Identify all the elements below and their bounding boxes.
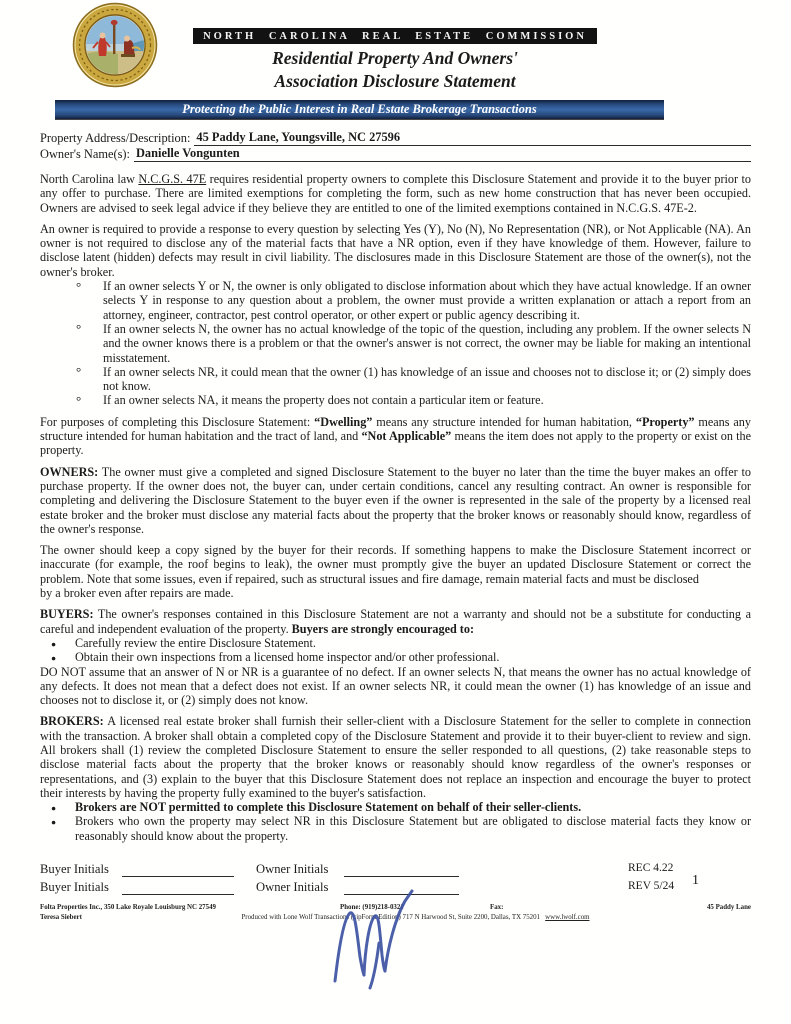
- intro-text-cont: requires residential property owners to complete this Disclosure Statement and provide it to the buyer prior to any offer to purchase. There are limited exemptions for completing the form, such as new home construction that has never been occupied. Owners are advised to seek legal advice if they believe they are entitled to one of the limited exemptions contained in N.C.G.S. 47E-2.: [40, 172, 751, 215]
- buyers-paragraph: [40, 607, 751, 636]
- brokers-text: A licensed real estate broker shall furnish their seller-client with a Disclosure Statement for the seller to complete in connection with the transaction. A broker shall obtain a completed copy of the Disclosure Statement and provide it to their buyer-client to review and sign. All brokers shall (1) review the completed Disclosure Statement to ensure the seller responded to all questions, (2) take reasonable steps to disclose material facts about the property that the broker knows or reasonably should know regardless of the owner's responses or representations, and (3) explain to the buyer that this Disclosure Statement does not replace an inspection and encourage the buyer to protect their interests by having the property fully examined to the buyer's satisfaction.: [40, 714, 751, 800]
- owner-name-label: Owner's Name(s):: [40, 147, 130, 161]
- definitions-text: means any structure intended for human habitation and the tract of land, and: [40, 414, 751, 444]
- rev-code: REV 5/24: [628, 880, 675, 893]
- header: [0, 0, 791, 122]
- buyers-heading: BUYERS:: [40, 607, 94, 622]
- form-revision-codes: [628, 859, 674, 895]
- buyer-initials-label: Buyer Initials: [40, 880, 109, 895]
- commission-name-bar: NORTH CAROLINA REAL ESTATE COMMISSION: [193, 28, 597, 44]
- list-item: ° If an owner selects NA, it means the property does not contain a particular item or feature.: [103, 393, 751, 407]
- intro-paragraph: [40, 172, 751, 215]
- brokerage-office-text: Folta Properties Inc., 350 Lake Royale Louisburg NC 27549: [40, 904, 216, 912]
- keep-copy-text: The owner should keep a copy signed by the buyer for their records. If something happens to make the Disclosure Statement incorrect or inaccurate (for example, the roof begins to leak), the owner must promptly give the buyer an updated Disclosure Statement or correct the problem. Note that some issues, even if repaired, such as structural issues and fire damage, remain material facts and must be disclosed: [40, 543, 751, 586]
- page-footer: [40, 903, 751, 922]
- definitions-text: means any structure intended for human habitation,: [372, 414, 636, 429]
- owner-name-value: Danielle Vongunten: [134, 146, 246, 162]
- list-item: ● Brokers are NOT permitted to complete this Disclosure Statement on behalf of their seller-clients.: [75, 800, 751, 814]
- brokers-list: [40, 800, 751, 843]
- document-reference-text: 45 Paddy Lane: [706, 904, 751, 912]
- buyer-initials-label: Buyer Initials: [40, 862, 109, 877]
- property-identification: [40, 131, 751, 162]
- zipform-credit-text: Produced with Lone Wolf Transactions (zipForm Edition) 717 N Harwood St, Suite 2200, Dallas, TX 75201: [241, 914, 540, 922]
- footer-spacer: [661, 913, 751, 922]
- response-paragraph: An owner is required to provide a response to every question by selecting Yes (Y), No (N), No Representation (NR), or Not Applicable (NA). An owner is not required to disclose any of the material facts that have a NR option, even if they have knowledge of them. However, failure to disclose latent (hidden) defects may result in civil liability. The disclosures made in this Disclosure Statement are those of the owner(s), not the owner's broker.: [40, 221, 751, 279]
- owner-initials-line[interactable]: [344, 861, 459, 877]
- north-carolina-state-seal-icon: [72, 2, 158, 88]
- buyers-list: [40, 636, 751, 665]
- tagline-banner: Protecting the Public Interest in Real Estate Brokerage Transactions: [55, 100, 664, 119]
- header-titles: [150, 26, 640, 93]
- list-item: ° If an owner selects NR, it could mean that the owner (1) has knowledge of an issue and chooses not to disclose it; or (2) simply does not know.: [103, 365, 751, 394]
- rec-code: REC 4.22: [628, 862, 674, 875]
- list-item: ● Obtain their own inspections from a licensed home inspector and/or other professional.: [75, 650, 751, 664]
- document-title: [150, 47, 640, 93]
- owners-text: The owner must give a completed and signed Disclosure Statement to the buyer no later than the time the buyer makes an offer to purchase property. If the owner does not, the buyer can, under certain conditions, cancel any resulting contract. An owner is responsible for completing and delivering the Disclosure Statement to the buyer even if the owner is represented in the sale of the property by a licensed real estate broker and the broker must disclose any material facts about the property that the broker knows or reasonably should know, regardless of the owner's response.: [40, 464, 751, 536]
- keep-copy-paragraph: [40, 543, 751, 600]
- list-item: ● Carefully review the entire Disclosure Statement.: [75, 636, 751, 650]
- owners-paragraph: [40, 465, 751, 536]
- term-property: “Property”: [635, 414, 695, 429]
- brokers-heading: BROKERS:: [40, 714, 104, 729]
- definitions-paragraph: [40, 415, 751, 458]
- property-address-row: [40, 131, 751, 146]
- term-not-applicable: “Not Applicable”: [361, 429, 452, 444]
- property-address-blank-line: [406, 131, 751, 146]
- owner-initials-line[interactable]: [344, 879, 459, 895]
- keep-copy-text-cont: by a broker even after repairs are made.: [40, 586, 234, 601]
- phone-text: Phone: (919)218-0321: [340, 904, 404, 912]
- document-title-line2: Association Disclosure Statement: [274, 70, 516, 91]
- buyer-initials-line[interactable]: [122, 879, 234, 895]
- do-not-assume-paragraph: DO NOT assume that an answer of N or NR is a guarantee of no defect. If an owner selects N, that means the owner has no actual knowledge of any defects. It does not mean that a defect does not exist. If an owner selects NR, it could mean the owner (1) has knowledge of an issue and chooses not to disclose it, or (2) simply does not know.: [40, 664, 751, 708]
- fax-text: Fax:: [490, 904, 504, 912]
- owner-name-blank-line: [246, 147, 751, 162]
- term-dwelling: “Dwelling”: [314, 414, 373, 429]
- response-options-list: [40, 279, 751, 408]
- footer-line2: [40, 913, 751, 922]
- property-address-label: Property Address/Description:: [40, 131, 191, 145]
- buyers-text: The owner's responses contained in this Disclosure Statement are not a warranty and should not be a substitute for conducting a careful and independent evaluation of the property.: [40, 607, 751, 636]
- document-title-line1: Residential Property And Owners': [272, 48, 518, 68]
- list-item: ° If an owner selects Y or N, the owner is only obligated to disclose information about which they have actual knowledge. If an owner selects Y in response to any question about a problem, the owner must provide a written explanation or attach a report from an attorney, engineer, contractor, pest control operator, or other expert or public agency describing it.: [103, 279, 751, 322]
- instructions-body: [40, 172, 751, 843]
- page-number: 1: [692, 873, 699, 889]
- brokers-paragraph: [40, 714, 751, 800]
- statute-reference: N.C.G.S. 47E: [138, 172, 207, 186]
- owner-initials-label: Owner Initials: [256, 880, 329, 895]
- buyers-encouraged-text: Buyers are strongly encouraged to:: [291, 621, 475, 636]
- footer-line1: [40, 903, 751, 912]
- owner-name-row: [40, 147, 751, 162]
- lwolf-link[interactable]: www.lwolf.com: [545, 914, 590, 922]
- owners-heading: OWNERS:: [40, 464, 99, 479]
- intro-text: North Carolina law: [40, 172, 139, 186]
- owner-initials-label: Owner Initials: [256, 862, 329, 877]
- property-address-value: 45 Paddy Lane, Youngsville, NC 27596: [194, 130, 406, 146]
- buyer-initials-line[interactable]: [122, 861, 234, 877]
- list-item: ● Brokers who own the property may select NR in this Disclosure Statement but are obligated to disclose material facts they know or reasonably should know about the property.: [75, 814, 751, 843]
- definitions-text: For purposes of completing this Disclosure Statement:: [40, 414, 315, 429]
- initials-section: [40, 859, 751, 895]
- produced-with-text: [170, 913, 661, 922]
- agent-name-text: Teresa Siebert: [40, 914, 82, 922]
- list-item: ° If an owner selects N, the owner has no actual knowledge of the topic of the question, including any problem. If the owner selects N and the owner knows there is a problem or that the owner's answer is not correct, the owner may be liable for making an intentional misstatement.: [103, 322, 751, 365]
- definitions-text: means the item does not apply to the property or exist on the property.: [40, 429, 751, 458]
